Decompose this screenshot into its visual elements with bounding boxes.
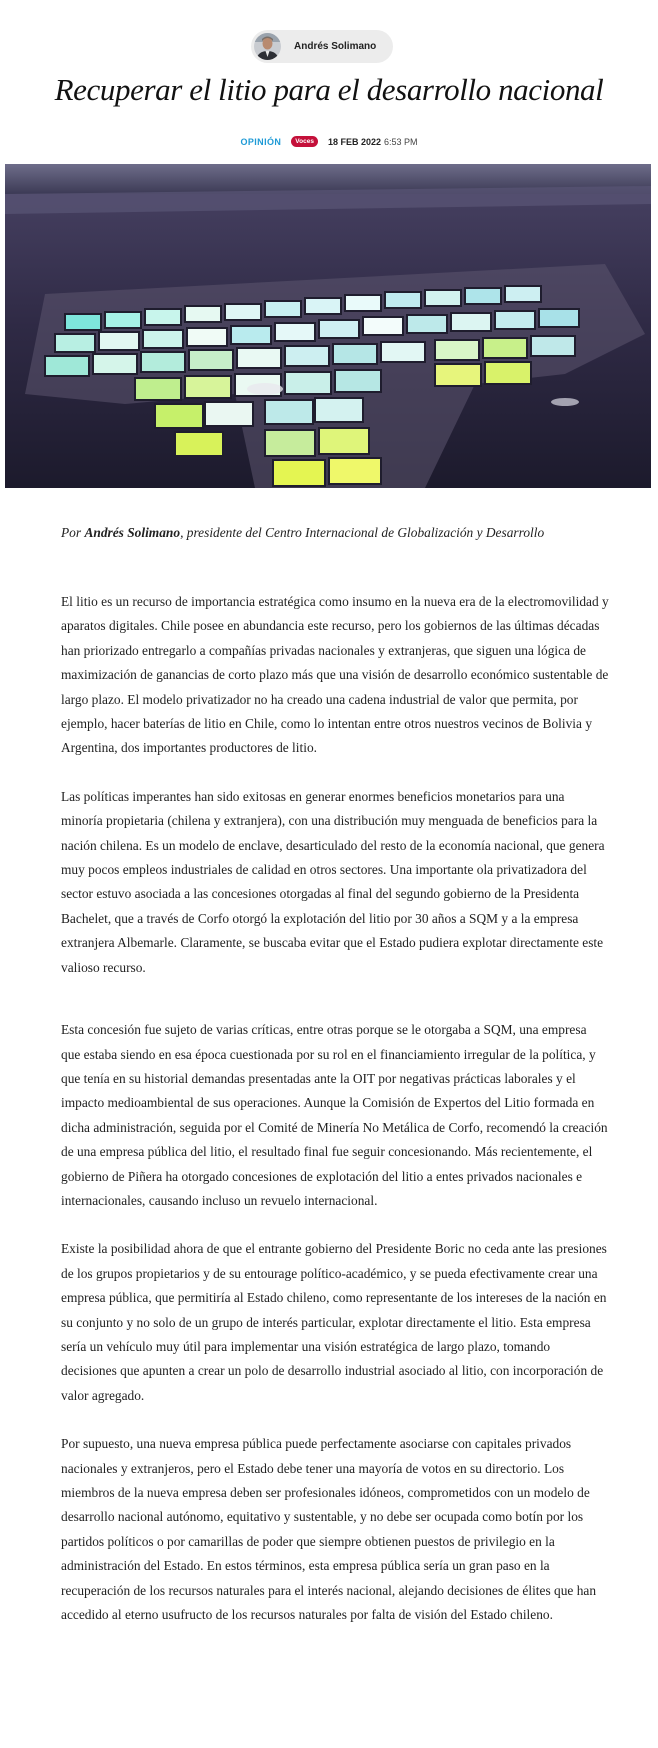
- article-body: [61, 590, 609, 1627]
- byline-author[interactable]: Andrés Solimano: [84, 525, 181, 540]
- paragraph-2: Las políticas imperantes han sido exitosas en generar enormes beneficios monetarios para una minoría propietaria (chilena y extranjera), con una distribución muy menguada de beneficios para la nación chilena. Es un modelo de enclave, desarticulado del resto de la economía nacional, que genera muy pocos empleos industriales de calidad en otros sectores. Una importante ola privatizadora del sector estuvo asociada a las concesiones otorgadas al final del segundo gobierno de la Presidenta Bachelet, que a través de Corfo otorgó la explotación del litio por 30 años a SQM y a la empresa extranjera Albemarle. Claramente, se buscaba evitar que el Estado pudiera explotar directamente este valioso recurso.: [61, 788, 605, 975]
- publish-time: 6:53 PM: [384, 136, 418, 147]
- hero-image: [5, 164, 651, 488]
- paragraph-5: Por supuesto, una nueva empresa pública puede perfectamente asociarse con capitales privados nacionales y extranjeros, pero el Estado debe tener una mayoría de votos en su directorio. Los miembros de la nueva empresa deben ser profesionales idóneos, comprometidos con un modelo de desarrollo nacional autónomo, equitativo y sustentable, y no debe ser ocupada como botín por los partidos políticos o por camarillas de poder que siempre obtienen puestos de privilegio en la administración del Estado. En estos términos, esta empresa pública sería un gran paso en la recuperación de los recursos naturales para el interés nacional, alejando decisiones de élites que han accedido al eterno usufructo de los recursos naturales por falta de visión del Estado chileno.: [61, 1436, 597, 1623]
- byline-prefix: Por: [61, 525, 85, 540]
- byline-suffix: , presidente del Centro Internacional de Globalización y Desarrollo: [180, 525, 545, 540]
- section-label[interactable]: OPINIÓN: [240, 136, 282, 147]
- paragraph-4: Existe la posibilidad ahora de que el entrante gobierno del Presidente Boric no ceda ante las presiones de los grupos propietarios y de su entourage político-académico, y se pueda efectivamente crear una empresa pública, que permitiría al Estado chileno, como representante de los intereses de la nación en su conjunto y no solo de un grupo de interés particular, explotar directamente el litio. Esta empresa sería un vehículo muy útil para implementar una visión estratégica de largo plazo, tomando decisiones que apunten a crear un polo de desarrollo industrial asociado al litio, con incorporación de valor agregado.: [61, 1241, 607, 1403]
- author-name[interactable]: Andrés Solimano: [294, 41, 377, 52]
- voces-badge[interactable]: Voces: [291, 136, 318, 147]
- paragraph-1: El litio es un recurso de importancia estratégica como insumo en la nueva era de la electromovilidad y aparatos digitales. Chile posee en abundancia este recurso, pero los gobiernos de las últimas décadas han priorizado entregarlo a compañías privadas nacionales y extranjeras, que siguen una lógica de maximización de ganancias de corto plazo más que una visión de desarrollo económico sustentable de largo plazo. El modelo privatizador no ha creado una cadena industrial de valor que permita, por ejemplo, hacer baterías de litio en Chile, como lo intentan entre otros nuestros vecinos de Bolivia y Argentina, dos importantes productores de litio.: [61, 594, 609, 756]
- publish-date: 18 FEB 2022: [327, 136, 381, 147]
- author-avatar: [254, 33, 281, 60]
- article-title: Recuperar el litio para el desarrollo nacional: [54, 72, 604, 107]
- author-chip[interactable]: [251, 30, 393, 63]
- paragraph-3: Esta concesión fue sujeto de varias críticas, entre otras porque se le otorgaba a SQM, una empresa que estaba siendo en esa época cuestionada por su rol en el financiamiento irregular de la política, y que tenía en su historial demandas presentadas ante la OIT por negativas prácticas laborales y el impacto medioambiental de sus operaciones. Aunque la Comisión de Expertos del Litio formada en dicha administración, seguida por el Comité de Minería No Metálica de Corfo, recomendó la creación de una empresa pública del litio, el resultado final fue seguir concesionando. Más recientemente, el gobierno de Piñera ha otorgado concesiones de explotación del litio a entes privados nacionales e internacionales, causando incluso un revuelo internacional.: [61, 1022, 608, 1208]
- article-meta: [0, 136, 658, 147]
- byline: [61, 520, 601, 545]
